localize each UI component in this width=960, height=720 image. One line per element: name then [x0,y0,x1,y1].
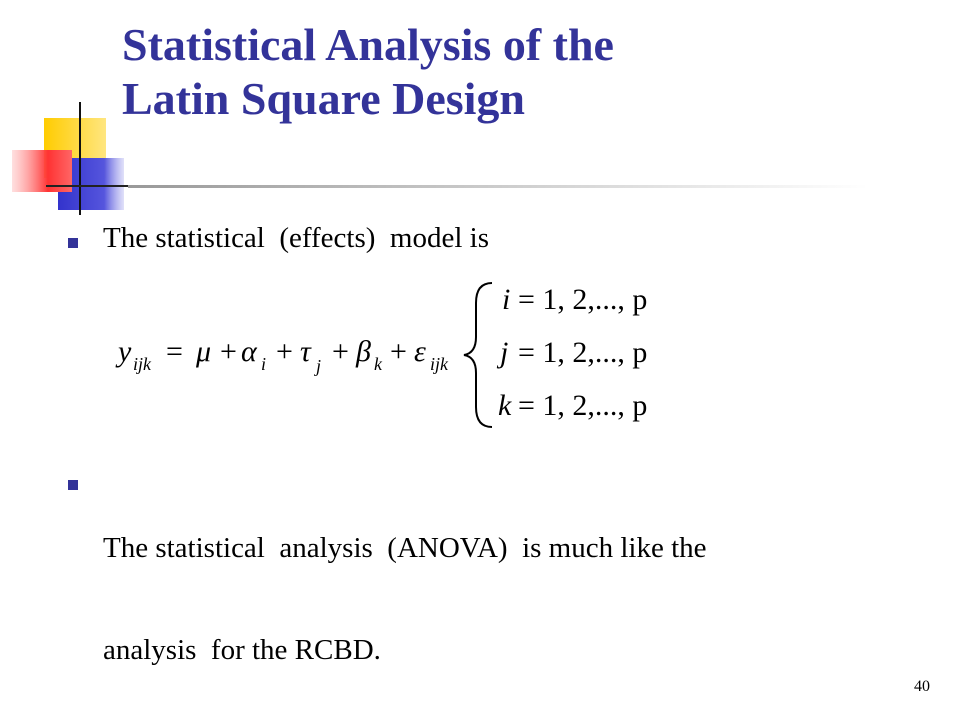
case-var-1: i [502,283,511,316]
eq-lhs-var: y [118,335,132,368]
eq-epsilon: ε [414,335,426,368]
eq-lhs-sub: ijk [133,354,151,374]
title-line-1: Statistical Analysis of the [122,19,614,70]
eq-mu: μ [196,335,212,368]
case-rhs-2: = 1, 2,..., p [518,336,648,369]
case-rhs-1: = 1, 2,..., p [518,283,648,316]
case-var-2: j [500,336,509,369]
eq-equals: = [166,335,183,368]
eq-tau-sub: j [316,356,322,376]
slide-number: 40 [914,678,930,695]
eq-plus-2: + [276,335,293,368]
bullet-text-2-line-1: The statistical analysis (ANOVA) is much like the [103,532,707,564]
bullet-text-2-line-2: analysis for the RCBD. [103,634,381,666]
case-rhs-3: = 1, 2,..., p [518,389,648,422]
eq-brace [464,283,492,427]
title-line-2: Latin Square Design [122,73,526,124]
effects-model-equation [100,275,680,435]
eq-alpha-sub: i [261,354,267,374]
case-var-3: k [498,389,512,422]
bullet-marker-1 [68,238,78,248]
bullet-text-1: The statistical (effects) model is [103,222,490,254]
eq-epsilon-sub: ijk [430,354,448,374]
bullet-text-2 [103,463,707,701]
bullet-marker-2 [68,480,78,490]
title-rule-fade [128,185,868,188]
eq-plus-3: + [332,335,349,368]
eq-tau: τ [300,335,311,368]
eq-plus-4: + [390,335,407,368]
eq-beta: β [356,335,371,368]
eq-plus-1: + [220,335,237,368]
eq-beta-sub: k [374,354,382,374]
eq-alpha: α [241,335,257,368]
slide-title [122,18,942,126]
